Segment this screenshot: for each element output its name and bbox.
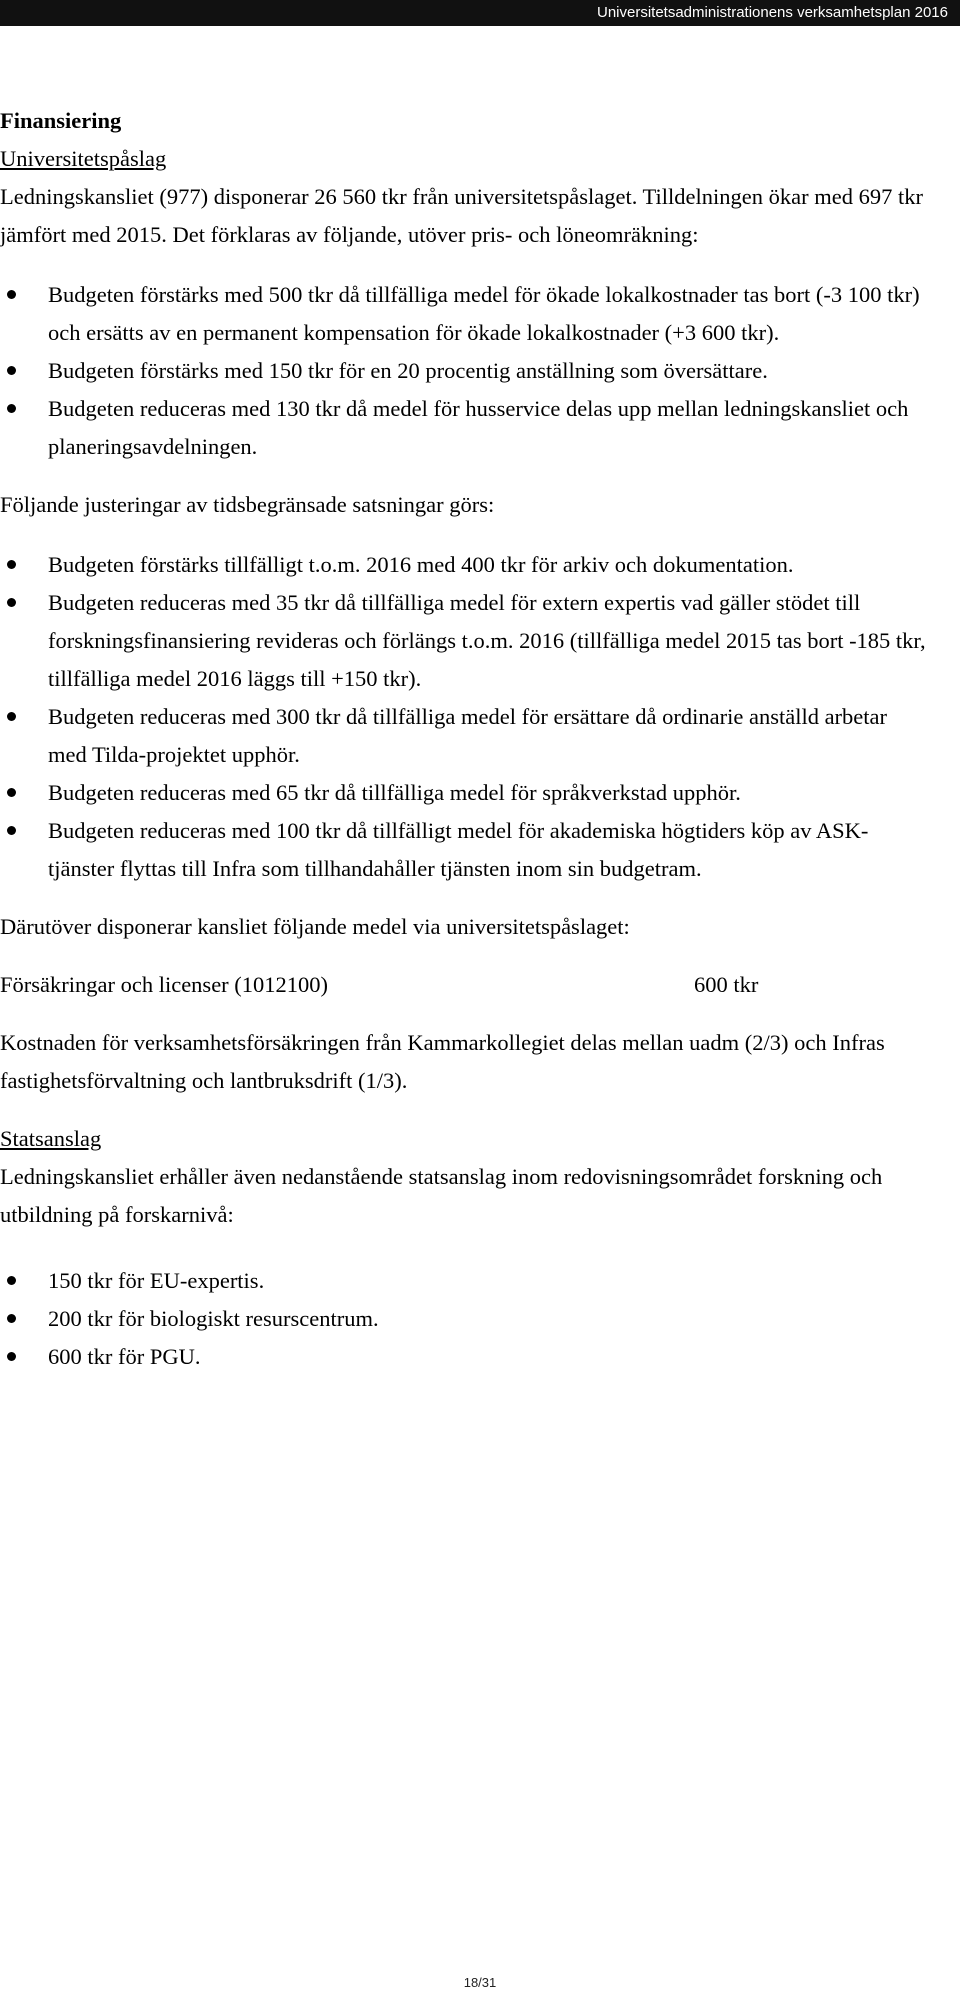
insurance-row [0,966,930,1004]
changes-list [0,276,930,466]
list-item: 600 tkr för PGU. [0,1338,930,1376]
list-item: Budgeten reduceras med 300 tkr då tillfälliga medel för ersättare då ordinarie anställd arbetar med Tilda-projektet upphör. [0,698,930,774]
additional-funds-intro: Därutöver disponerar kansliet följande medel via universitetspåslaget: [0,914,630,939]
list-item: 150 tkr för EU-expertis. [0,1262,930,1300]
statsanslag-list [0,1262,930,1376]
list-item: 200 tkr för biologiskt resurscentrum. [0,1300,930,1338]
section-heading-finansiering: Finansiering [0,108,122,133]
adjustments-list [0,546,930,888]
list-item: Budgeten förstärks tillfälligt t.o.m. 2016 med 400 tkr för arkiv och dokumentation. [0,546,930,584]
list-item: Budgeten reduceras med 130 tkr då medel för husservice delas upp mellan ledningskansliet och planeringsavdelningen. [0,390,930,466]
adjustments-intro: Följande justeringar av tidsbegränsade satsningar görs: [0,492,495,517]
subheading-universitetspaslag: Universitetspåslag [0,146,167,171]
cost-note: Kostnaden för verksamhetsförsäkringen från Kammarkollegiet delas mellan uadm (2/3) och Infras fastighetsförvaltning och lantbruksdrift (1/3). [0,1030,885,1093]
document-title: Universitetsadministrationens verksamhetsplan 2016 [596,4,948,21]
list-item: Budgeten reduceras med 65 tkr då tillfälliga medel för språkverkstad upphör. [0,774,930,812]
insurance-amount: 600 tkr [694,972,759,997]
list-item: Budgeten reduceras med 35 tkr då tillfälliga medel för extern expertis vad gäller stödet till forskningsfinansiering revideras och förlängs t.o.m. 2016 (tillfälliga medel 2015 tas bort -185 tkr, tillfälliga medel 2016 läggs till +150 tkr). [0,584,930,698]
insurance-label: Försäkringar och licenser (1012100) [0,972,329,997]
list-item: Budgeten förstärks med 150 tkr för en 20 procentig anställning som översättare. [0,352,930,390]
page-number: 18/31 [463,1975,497,1990]
list-item: Budgeten reduceras med 100 tkr då tillfälligt medel för akademiska högtiders köp av ASK-tjänster flyttas till Infra som tillhandahåller tjänsten inom sin budgetram. [0,812,930,888]
page-header [0,0,960,26]
list-item: Budgeten förstärks med 500 tkr då tillfälliga medel för ökade lokalkostnader tas bort (-3 100 tkr) och ersätts av en permanent kompensation för ökade lokalkostnader (+3 600 tkr). [0,276,930,352]
document-body [0,102,930,1376]
subheading-statsanslag: Statsanslag [0,1126,102,1151]
statsanslag-intro: Ledningskansliet erhåller även nedanstående statsanslag inom redovisningsområdet forskning och utbildning på forskarnivå: [0,1164,883,1227]
intro-paragraph: Ledningskansliet (977) disponerar 26 560 tkr från universitetspåslaget. Tilldelningen ökar med 697 tkr jämfört med 2015. Det förklaras av följande, utöver pris- och löneomräkning: [0,184,923,247]
